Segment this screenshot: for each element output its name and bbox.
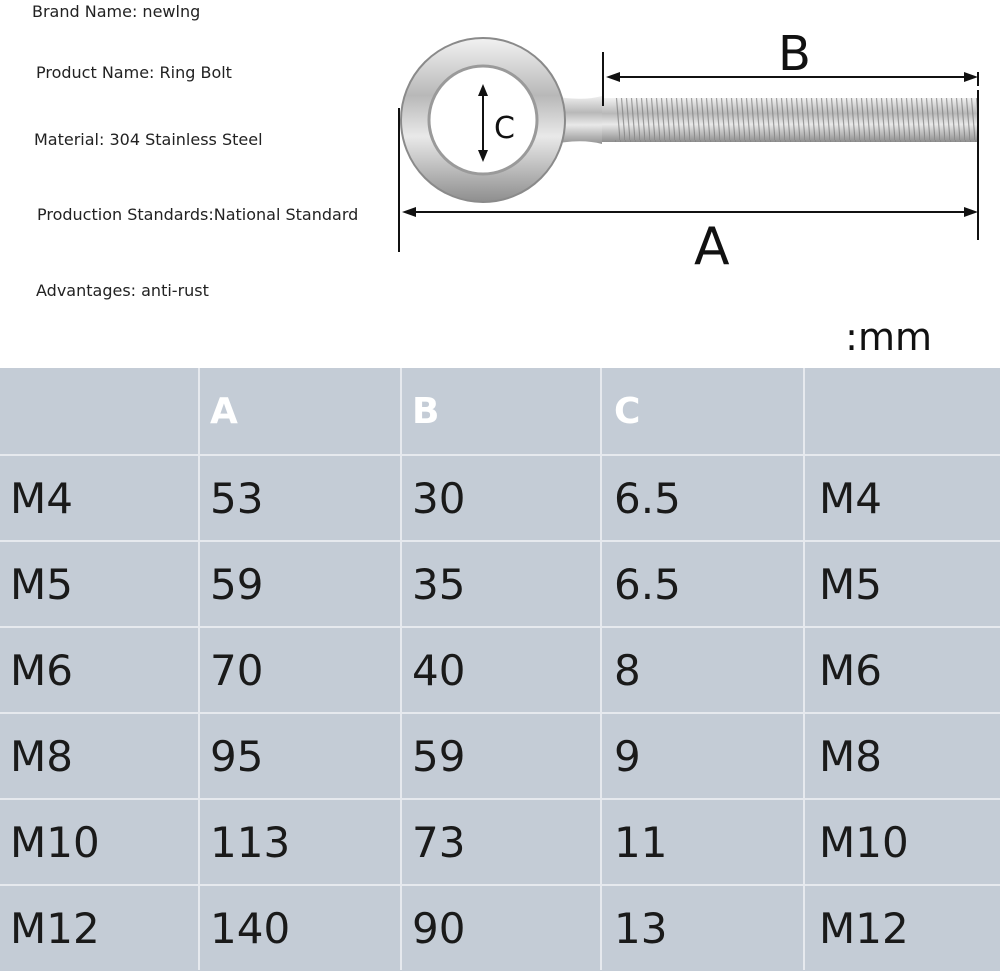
table-cell: 95 (200, 714, 402, 798)
table-cell: 6.5 (602, 542, 805, 626)
table-header-cell: C (602, 368, 805, 454)
table-cell: M12 (0, 886, 200, 970)
table-row (0, 884, 1000, 970)
table-cell: M10 (0, 800, 200, 884)
table-row (0, 540, 1000, 626)
table-cell: 73 (402, 800, 602, 884)
table-header-cell (805, 368, 1000, 454)
table-cell: M6 (819, 645, 882, 695)
table-cell: 11 (602, 800, 805, 884)
unit-label: :mm (845, 315, 932, 359)
table-cell: 140 (200, 886, 402, 970)
table-cell: M10 (819, 817, 909, 867)
table-header-cell: A (200, 368, 402, 454)
spec-advantages: Advantages: anti-rust (36, 281, 209, 300)
table-cell: 30 (402, 456, 602, 540)
table-row (0, 454, 1000, 540)
table-cell: M4 (0, 456, 200, 540)
dimension-b (603, 26, 978, 106)
bolt-shank (595, 98, 977, 142)
table-cell: 53 (200, 456, 402, 540)
table-cell: M12 (819, 903, 909, 953)
table-cell: M4 (819, 473, 882, 523)
table-cell: 35 (402, 542, 602, 626)
spec-brand-name: Brand Name: newlng (32, 2, 201, 21)
table-cell: 13 (602, 886, 805, 970)
table-row (0, 626, 1000, 712)
label-c: C (494, 111, 515, 146)
table-cell: M8 (819, 731, 882, 781)
table-cell: 90 (402, 886, 602, 970)
label-b: B (778, 26, 811, 82)
spec-material: Material: 304 Stainless Steel (34, 130, 263, 149)
table-cell: 9 (602, 714, 805, 798)
table-cell: 6.5 (602, 456, 805, 540)
table-cell: M5 (0, 542, 200, 626)
table-cell: M8 (0, 714, 200, 798)
table-cell: 8 (602, 628, 805, 712)
table-row (0, 712, 1000, 798)
table-cell: 59 (402, 714, 602, 798)
table-cell: M5 (819, 559, 882, 609)
spec-product-name: Product Name: Ring Bolt (36, 63, 232, 82)
table-header-cell: B (402, 368, 602, 454)
table-cell: 70 (200, 628, 402, 712)
table-cell: 40 (402, 628, 602, 712)
table-cell: M6 (0, 628, 200, 712)
ring-bolt-diagram (380, 20, 1000, 280)
table-cell: 113 (200, 800, 402, 884)
label-a: A (694, 217, 730, 277)
size-table (0, 368, 1000, 971)
table-cell: 59 (200, 542, 402, 626)
table-header-row (0, 368, 1000, 454)
spec-production-standards: Production Standards:National Standard (37, 205, 359, 224)
table-row (0, 798, 1000, 884)
table-header-cell (0, 368, 200, 454)
